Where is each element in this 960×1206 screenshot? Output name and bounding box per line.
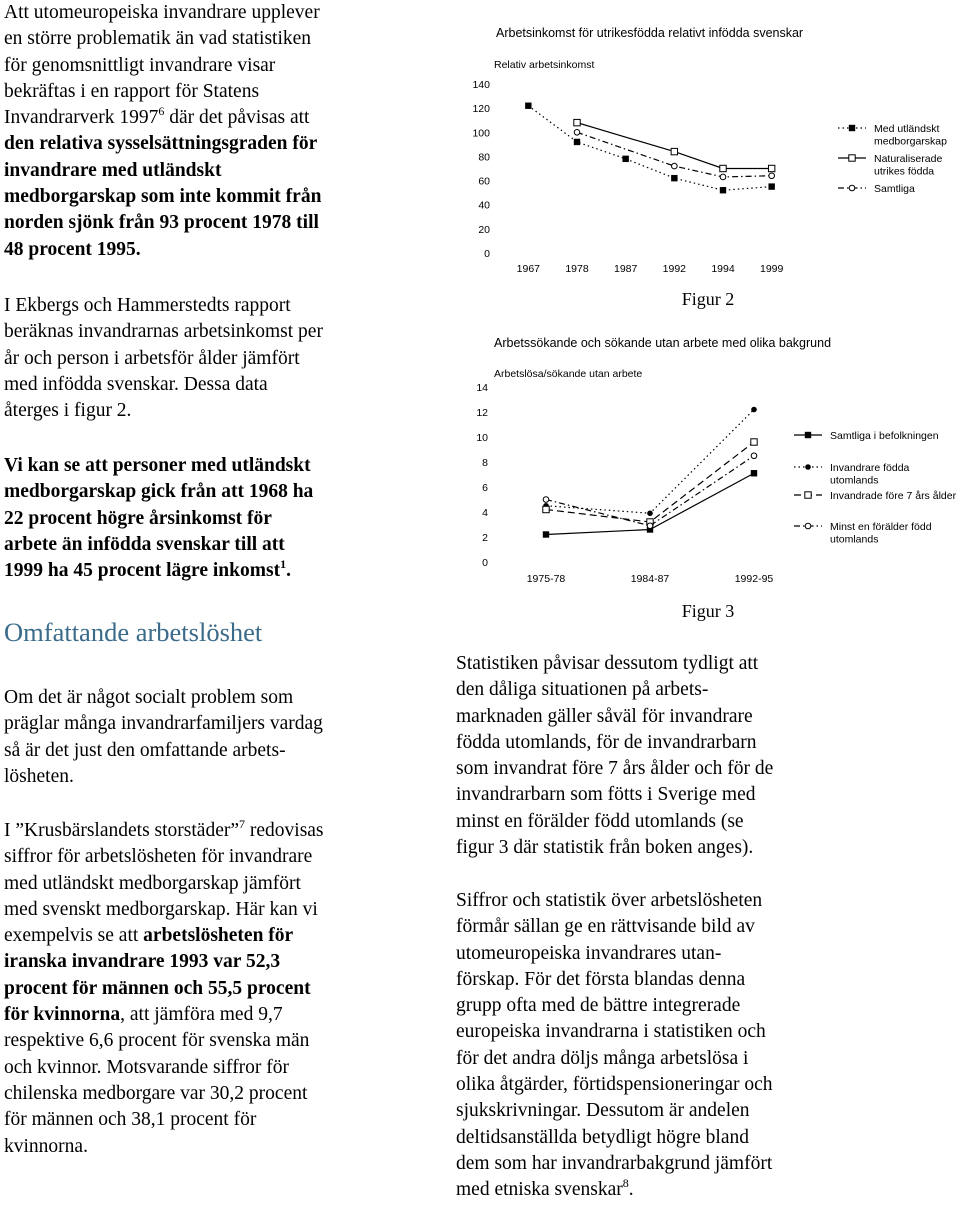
- legend-marker: [849, 155, 855, 161]
- text-line: 22 procent högre årsinkomst för: [4, 507, 272, 529]
- data-point: [543, 497, 549, 503]
- legend-label: Invandrare födda: [830, 462, 910, 474]
- series-line-2: [577, 123, 772, 169]
- paragraph-ekberg: [4, 293, 323, 424]
- text-line: Vi kan se att personer med utländskt: [4, 455, 311, 476]
- y-tick-label: 60: [478, 175, 490, 188]
- text-line: deltidsanställda betydligt högre bland: [456, 1126, 749, 1148]
- text-line: respektive 6,6 procent för svenska män: [4, 1030, 310, 1052]
- legend-marker: [805, 432, 811, 438]
- text-line: dem som har invandrarbakgrund jämfört: [456, 1152, 773, 1174]
- legend-label: utrikes födda: [874, 165, 935, 178]
- y-tick-label: 80: [478, 151, 490, 164]
- text-line: lösheten.: [4, 765, 74, 787]
- data-point: [720, 187, 726, 193]
- data-point: [647, 510, 653, 516]
- legend-label: Minst en förälder född: [830, 521, 932, 533]
- x-tick-label: 1975-78: [526, 573, 566, 585]
- text-line: bekräftas i en rapport för Statens: [4, 80, 260, 102]
- data-point: [525, 103, 531, 109]
- text-line: exempelvis se att arbetslösheten för: [4, 925, 294, 947]
- text-line: Siffror och statistik över arbetslösheten: [456, 890, 763, 911]
- y-tick-label: 2: [482, 532, 488, 544]
- legend-marker: [849, 125, 855, 131]
- footnote-ref-7[interactable]: 7: [239, 816, 245, 831]
- data-point: [574, 139, 580, 145]
- text-line: med utländskt medborgarskap jämfört: [4, 872, 301, 894]
- text-line: och kvinnor. Motsvarande siffror för: [4, 1056, 290, 1078]
- data-point: [751, 439, 757, 445]
- text-line: med svenskt medborgarskap. Här kan vi: [4, 898, 318, 920]
- data-point: [574, 119, 580, 125]
- text-line: I Ekbergs och Hammerstedts rapport: [4, 295, 291, 316]
- legend-marker: [805, 523, 811, 529]
- chart-title: Arbetsinkomst för utrikesfödda relativt infödda svenskar: [496, 26, 804, 40]
- legend-label: Samtliga i befolkningen: [830, 430, 939, 442]
- y-tick-label: 14: [476, 382, 488, 394]
- text-line: förskap. För det första blandas denna: [456, 968, 746, 990]
- text-line: utomeuropeiska invandrares utan-: [456, 942, 722, 964]
- paragraph-social-problem: [4, 685, 323, 790]
- text-line: för genomsnittligt invandrare visar: [4, 54, 276, 76]
- text-line: beräknas invandrarnas arbetsinkomst per: [4, 321, 323, 343]
- y-tick-label: 8: [482, 457, 488, 469]
- legend-marker: [805, 464, 811, 470]
- text-line: grupp ofta med de bättre integrerade: [456, 995, 741, 1017]
- text-line: Statistiken påvisar dessutom tydligt att: [456, 653, 759, 674]
- y-tick-label: 10: [476, 432, 488, 444]
- text-line: marknaden gäller såväl för invandrare: [456, 705, 753, 727]
- footnote-ref-8[interactable]: 8: [622, 1175, 629, 1190]
- text-line: präglar många invandrarfamiljers vardag: [4, 713, 323, 735]
- data-point: [751, 407, 757, 413]
- legend-marker: [849, 185, 855, 191]
- text-line: Om det är något socialt problem som: [4, 687, 294, 708]
- legend-label: medborgarskap: [874, 135, 947, 148]
- text-line: iranska invandrare 1993 var 52,3: [4, 951, 281, 973]
- text-line: Att utomeuropeiska invandrare upplever: [4, 2, 320, 23]
- text-line: för kvinnorna, att jämföra med 9,7: [4, 1004, 283, 1026]
- series-line-2: [546, 410, 754, 514]
- data-point: [751, 470, 757, 476]
- text-line: den dåliga situationen på arbets-: [456, 679, 709, 701]
- text-line: arbete än infödda svenskar till att: [4, 533, 285, 555]
- legend-label: Med utländskt: [874, 123, 940, 135]
- text-line: år och person i arbetsför ålder jämfört: [4, 347, 300, 369]
- x-tick-label: 1992-95: [734, 573, 774, 585]
- text-line: för männen och 38,1 procent för: [4, 1109, 257, 1131]
- legend-marker: [805, 492, 811, 498]
- text-line: siffror för arbetslösheten för invandrare: [4, 846, 313, 868]
- y-axis-label: Arbetslösa/sökande utan arbete: [494, 368, 643, 380]
- text-line: I ”Krusbärslandets storstäder”$^7$ redovisas: [4, 816, 324, 841]
- data-point: [647, 523, 653, 529]
- legend-label: utomlands: [830, 533, 879, 546]
- text-line: kvinnorna.: [4, 1135, 88, 1157]
- section-heading: Omfattande arbetslöshet: [4, 617, 263, 647]
- legend-label: Samtliga: [874, 183, 915, 195]
- figure-3-caption: Figur 3: [681, 601, 735, 621]
- y-tick-label: 0: [484, 248, 490, 260]
- figure-2-chart: [456, 0, 960, 285]
- paragraph-intro: [4, 0, 321, 263]
- legend-label: Naturaliserade: [874, 153, 943, 165]
- y-tick-label: 40: [478, 199, 490, 212]
- y-tick-label: 6: [482, 482, 488, 494]
- x-tick-label: 1992: [662, 263, 687, 275]
- x-tick-label: 1978: [565, 263, 589, 275]
- paragraph-krusbarslandet: [4, 818, 324, 1160]
- text-line: som invandrat före 7 års ålder och för de: [456, 758, 774, 780]
- y-axis-label: Relativ arbetsinkomst: [494, 59, 595, 71]
- data-point: [543, 531, 549, 537]
- text-line: 1999 ha 45 procent lägre inkomst$^1$.: [4, 556, 291, 582]
- text-line: återges i figur 2.: [4, 400, 132, 422]
- text-line: 48 procent 1995.: [4, 238, 141, 260]
- x-tick-label: 1994: [711, 263, 735, 275]
- text-line: invandrarbarn som fötts i Sverige med: [456, 784, 756, 806]
- text-line: invandrare med utländskt: [4, 159, 222, 181]
- y-tick-label: 12: [476, 407, 488, 419]
- text-line: sjukskrivningar. Dessutom är andelen: [456, 1100, 750, 1122]
- footnote-ref-6[interactable]: 6: [158, 103, 165, 118]
- data-point: [543, 506, 549, 512]
- x-tick-label: 1984-87: [630, 573, 670, 585]
- y-tick-label: 120: [472, 103, 490, 116]
- data-point: [769, 173, 775, 179]
- data-point: [671, 175, 677, 181]
- series-line-1: [528, 106, 771, 191]
- paragraph-summary-bold: [4, 453, 313, 584]
- data-point: [672, 163, 678, 169]
- legend-label: Invandrade före 7 års ålder: [830, 490, 957, 502]
- data-point: [751, 453, 757, 459]
- text-line: den relativa sysselsättningsgraden för: [4, 133, 318, 155]
- x-tick-label: 1999: [759, 263, 784, 275]
- series-line-3: [546, 442, 754, 522]
- text-line: medborgarskap som inte kommit från: [4, 186, 322, 208]
- chart-title: Arbetssökande och sökande utan arbete med olika bakgrund: [494, 336, 832, 350]
- text-line: norden sjönk från 93 procent 1978 till: [4, 212, 319, 234]
- paragraph-figures: [456, 888, 773, 1204]
- text-line: med infödda svenskar. Dessa data: [4, 373, 268, 395]
- text-line: födda utomlands, för de invandrarbarn: [456, 731, 757, 753]
- text-line: olika åtgärder, förtidspensioneringar och: [456, 1074, 773, 1096]
- text-line: figur 3 där statistik från boken anges).: [456, 837, 754, 859]
- y-tick-label: 100: [472, 127, 490, 140]
- data-point: [768, 165, 774, 171]
- footnote-ref-1[interactable]: 1: [280, 556, 287, 571]
- y-tick-label: 20: [478, 223, 490, 236]
- y-tick-label: 4: [482, 507, 488, 519]
- y-tick-label: 140: [472, 79, 490, 91]
- text-line: förmår sällan ge en rättvisande bild av: [456, 916, 755, 938]
- x-tick-label: 1967: [516, 263, 541, 275]
- data-point: [720, 174, 726, 180]
- data-point: [622, 156, 628, 162]
- data-point: [671, 148, 677, 154]
- text-line: med etniska svenskar$^8$.: [456, 1175, 634, 1201]
- paragraph-statistics: [456, 651, 773, 861]
- x-tick-label: 1987: [613, 263, 638, 275]
- legend-label: utomlands: [830, 474, 879, 487]
- text-line: chilenska medborgare var 30,2 procent: [4, 1082, 308, 1104]
- figure-2-caption: Figur 2: [681, 289, 735, 309]
- data-point: [768, 183, 774, 189]
- text-line: för det andra döljs många arbetslösa i: [456, 1047, 749, 1069]
- text-line: europeiska invandrarna i statistiken och: [456, 1021, 766, 1043]
- data-point: [720, 165, 726, 171]
- text-line: en större problematik än vad statistiken: [4, 28, 312, 50]
- text-line: medborgarskap gick från att 1968 ha: [4, 481, 314, 503]
- figure-3-chart: [456, 315, 960, 605]
- text-line: minst en förälder född utomlands (se: [456, 810, 744, 832]
- y-tick-label: 0: [482, 557, 488, 569]
- data-point: [574, 129, 580, 135]
- text-line: Invandrarverk 1997$^6$ där det påvisas att: [4, 103, 310, 129]
- text-line: så är det just den omfattande arbets-: [4, 739, 286, 761]
- text-line: procent för männen och 55,5 procent: [4, 977, 311, 999]
